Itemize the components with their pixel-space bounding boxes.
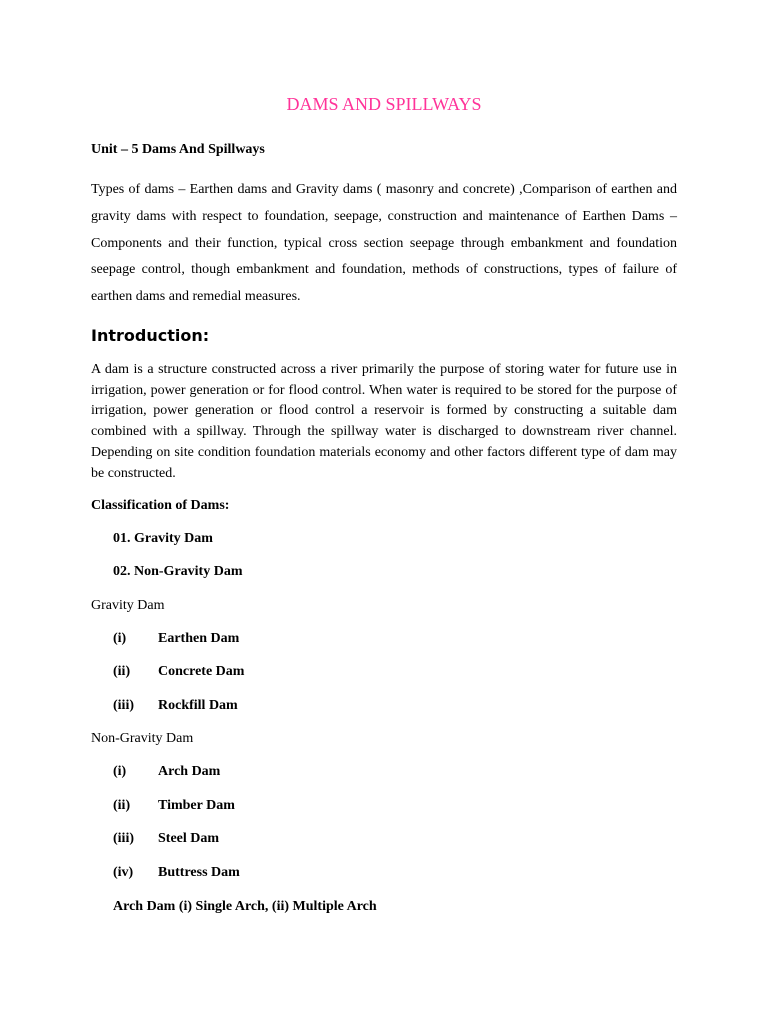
introduction-heading: Introduction: — [91, 326, 210, 345]
non-gravity-type-arch: Arch Dam — [158, 764, 221, 779]
classification-item-gravity: 01. Gravity Dam — [113, 531, 213, 546]
gravity-type-concrete: Concrete Dam — [158, 664, 245, 679]
gravity-dam-heading: Gravity Dam — [91, 598, 165, 613]
non-gravity-dam-heading: Non-Gravity Dam — [91, 731, 194, 746]
non-gravity-type-steel: Steel Dam — [158, 831, 220, 846]
non-gravity-type-buttress: Buttress Dam — [158, 865, 240, 880]
gravity-type-numeral: (i) — [113, 631, 127, 646]
classification-item-non-gravity: 02. Non-Gravity Dam — [113, 564, 243, 579]
non-gravity-type-numeral: (ii) — [113, 798, 131, 813]
introduction-paragraph: A dam is a structure constructed across a river primarily the purpose of storing water for future use in irrigation, power generation or for flood control. When water is required to be stored for the purpose of irrigation, power generation or flood control a reservoir is formed by constructing a suitable dam combined with a spillway. Through the spillway water is discharged to downstream river channel. Depending on site condition foundation materials economy and other factors different type of dam may be constructed. — [91, 362, 677, 481]
syllabus-paragraph: Types of dams – Earthen dams and Gravity dams ( masonry and concrete) ,Comparison of earthen and gravity dams with respect to foundation, seepage, construction and maintenance of Earthen Dams – Components and their function, typical cross section seepage through embankment and foundation seepage control, though embankment and foundation, methods of constructions, types of failure of earthen dams and remedial measures. — [91, 182, 677, 305]
document-title: DAMS AND SPILLWAYS — [286, 94, 482, 114]
gravity-type-numeral: (ii) — [113, 664, 131, 679]
non-gravity-type-numeral: (i) — [113, 764, 127, 779]
non-gravity-type-numeral: (iv) — [113, 865, 134, 880]
unit-heading: Unit – 5 Dams And Spillways — [91, 142, 265, 157]
arch-dam-subtypes-line: Arch Dam (i) Single Arch, (ii) Multiple Arch — [113, 899, 377, 914]
non-gravity-type-numeral: (iii) — [113, 831, 134, 846]
classification-heading: Classification of Dams: — [91, 498, 230, 513]
gravity-type-rockfill: Rockfill Dam — [158, 698, 238, 713]
non-gravity-type-timber: Timber Dam — [158, 798, 235, 813]
gravity-type-numeral: (iii) — [113, 698, 134, 713]
gravity-type-earthen: Earthen Dam — [158, 631, 240, 646]
